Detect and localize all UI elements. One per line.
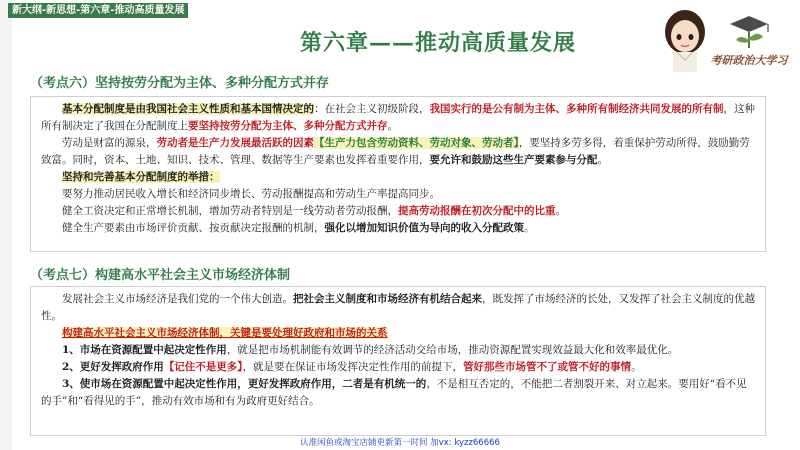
cartoon-student-avatar-icon [655, 6, 715, 72]
graduation-cap-plant-logo-icon [708, 10, 790, 52]
watermark: 认准闲鱼或淘宝店铺更新第一时间 加vx: kyzz66666 [300, 438, 500, 448]
paragraph-measures-heading: 坚持和完善基本分配制度的举措： [62, 171, 220, 183]
paragraph-point-2: 2、更好发挥政府作用【记住不是更多】，就是要在保证市场发挥决定性作用的前提下，管好那些市场管不了或管不好的事情。 [62, 361, 642, 373]
logo-text: 考研政治大学习 [710, 54, 788, 67]
paragraph-factor-market: 健全生产要素由市场评价贡献、按贡献决定报酬的机制，强化以增加知识价值为导向的收入分配政策。 [62, 222, 535, 234]
paragraph-point-1: 1、市场在资源配置中起决定性作用，就是把市场机制能有效调节的经济活动交给市场，推动资源配置实现效益最大化和效率最优化。 [62, 344, 679, 356]
section-7-content-box [30, 286, 766, 436]
section-6-content-box [30, 96, 766, 252]
paragraph-basic-distribution: 基本分配制度是由我国社会主义性质和基本国情决定的：在社会主义初级阶段，我国实行的是公有制为主体、多种所有制经济共同发展的所有制，这种所有制决定了我国在分配制度上要坚持按劳分配为主体、多种分配方式并存。 [41, 103, 755, 132]
paragraph-labor: 劳动是财富的源泉，劳动者是生产力发展最活跃的因素【生产力包含劳动资料、劳动对象、劳动者】，要坚持多劳多得，着重保护劳动所得，鼓励勤劳致富。同时，资本、土地、知识、技术、管理、数据等生产要素也发挥着重要作用，要允许和鼓励这些生产要素参与分配。 [41, 137, 750, 166]
page-title: 第六章——推动高质量发展 [300, 30, 577, 56]
paragraph-income-growth: 要努力推动居民收入增长和经济同步增长、劳动报酬提高和劳动生产率提高同步。 [62, 188, 440, 200]
left-margin-bar [0, 0, 12, 450]
paragraph-market-economy: 发展社会主义市场经济是我们党的一个伟大创造。把社会主义制度和市场经济有机结合起来，既发挥了市场经济的长处，又发挥了社会主义制度的优越性。 [41, 293, 755, 322]
paragraph-wage-mechanism: 健全工资决定和正常增长机制，增加劳动者特别是一线劳动者劳动报酬，提高劳动报酬在初次分配中的比重。 [62, 205, 566, 217]
breadcrumb: 新大纲-新思想-第六章-推动高质量发展 [8, 3, 188, 18]
paragraph-point-3: 3、使市场在资源配置中起决定性作用，更好发挥政府作用，二者是有机统一的，不是相互否定的，不能把二者割裂开来、对立起来。要用好“看不见的手”和“看得见的手”，推动有效市场和有为政府更好结合。 [41, 378, 747, 407]
section-heading-7: （考点七）构建高水平社会主义市场经济体制 [30, 268, 291, 283]
brand-logo [708, 10, 790, 74]
paragraph-key-relationship: 构建高水平社会主义市场经济体制，关键是要处理好政府和市场的关系 [62, 327, 388, 339]
section-heading-6: （考点六）坚持按劳分配为主体、多种分配方式并存 [30, 76, 330, 91]
